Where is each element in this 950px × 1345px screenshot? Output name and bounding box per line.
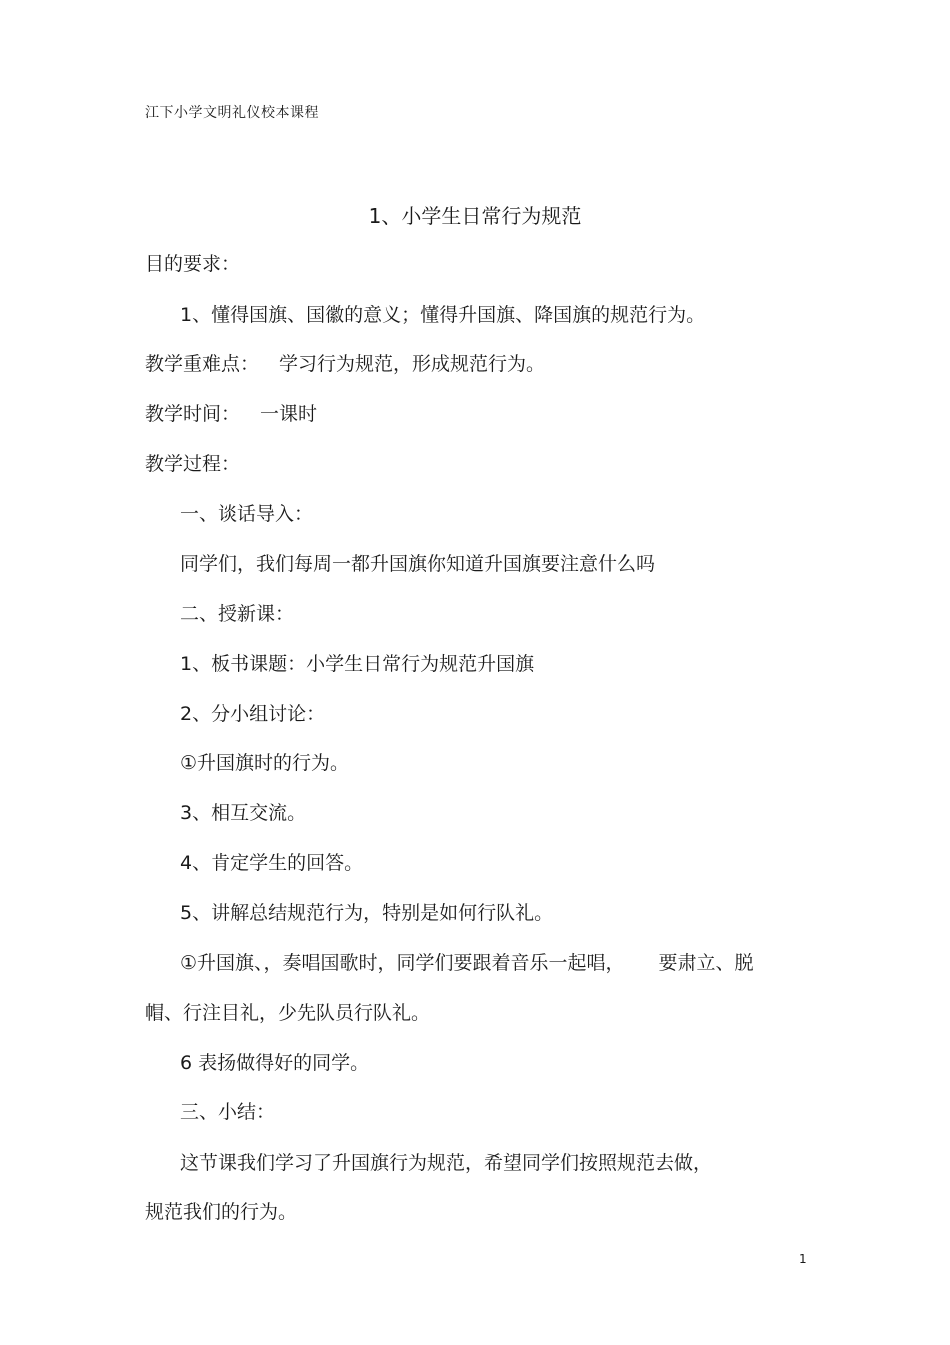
list-item-4: 4、肯定学生的回答。 bbox=[180, 852, 364, 874]
key-points-value: 学习行为规范，形成规范行为。 bbox=[279, 353, 546, 375]
page-number: 1 bbox=[799, 1252, 807, 1266]
list-item-6: 6 表扬做得好的同学。 bbox=[180, 1052, 370, 1074]
list-item-5-sub-continued: 帽、行注目礼，少先队员行队礼。 bbox=[145, 1002, 431, 1024]
list-item-2-sub: ①升国旗时的行为。 bbox=[180, 752, 350, 774]
list-item-2: 2、分小组讨论： bbox=[180, 703, 326, 725]
process-label: 教学过程： bbox=[145, 453, 241, 475]
list-item-5-sub-b: 要肃立、脱 bbox=[658, 952, 754, 974]
list-item-5: 5、讲解总结规范行为，特别是如何行队礼。 bbox=[180, 902, 554, 924]
list-item-3: 3、相互交流。 bbox=[180, 802, 307, 824]
list-item-1: 1、板书课题：小学生日常行为规范升国旗 bbox=[180, 653, 535, 675]
section1-heading: 一、谈话导入： bbox=[180, 503, 314, 525]
time-value: 一课时 bbox=[260, 403, 318, 425]
lesson-title: 1、小学生日常行为规范 bbox=[368, 204, 582, 228]
summary-line-1: 这节课我们学习了升国旗行为规范，希望同学们按照规范去做， bbox=[180, 1152, 713, 1174]
time-line bbox=[145, 399, 317, 426]
summary-line-2: 规范我们的行为。 bbox=[145, 1201, 298, 1223]
goal-item: 1、懂得国旗、国徽的意义；懂得升国旗、降国旗的规范行为。 bbox=[180, 304, 706, 326]
section2-heading: 二、授新课： bbox=[180, 603, 295, 625]
list-item-5-sub bbox=[180, 948, 754, 975]
key-points-line bbox=[145, 349, 545, 376]
section1-text: 同学们，我们每周一都升国旗你知道升国旗要注意什么吗 bbox=[180, 553, 656, 575]
document-header: 江下小学文明礼仪校本课程 bbox=[145, 105, 319, 121]
section3-heading: 三、小结： bbox=[180, 1101, 276, 1123]
time-label: 教学时间： bbox=[145, 403, 241, 425]
list-item-5-sub-a: ①升国旗、，奏唱国歌时，同学们要跟着音乐一起唱， bbox=[180, 952, 625, 974]
key-points-label: 教学重难点： bbox=[145, 353, 260, 375]
goal-label: 目的要求： bbox=[145, 253, 241, 275]
